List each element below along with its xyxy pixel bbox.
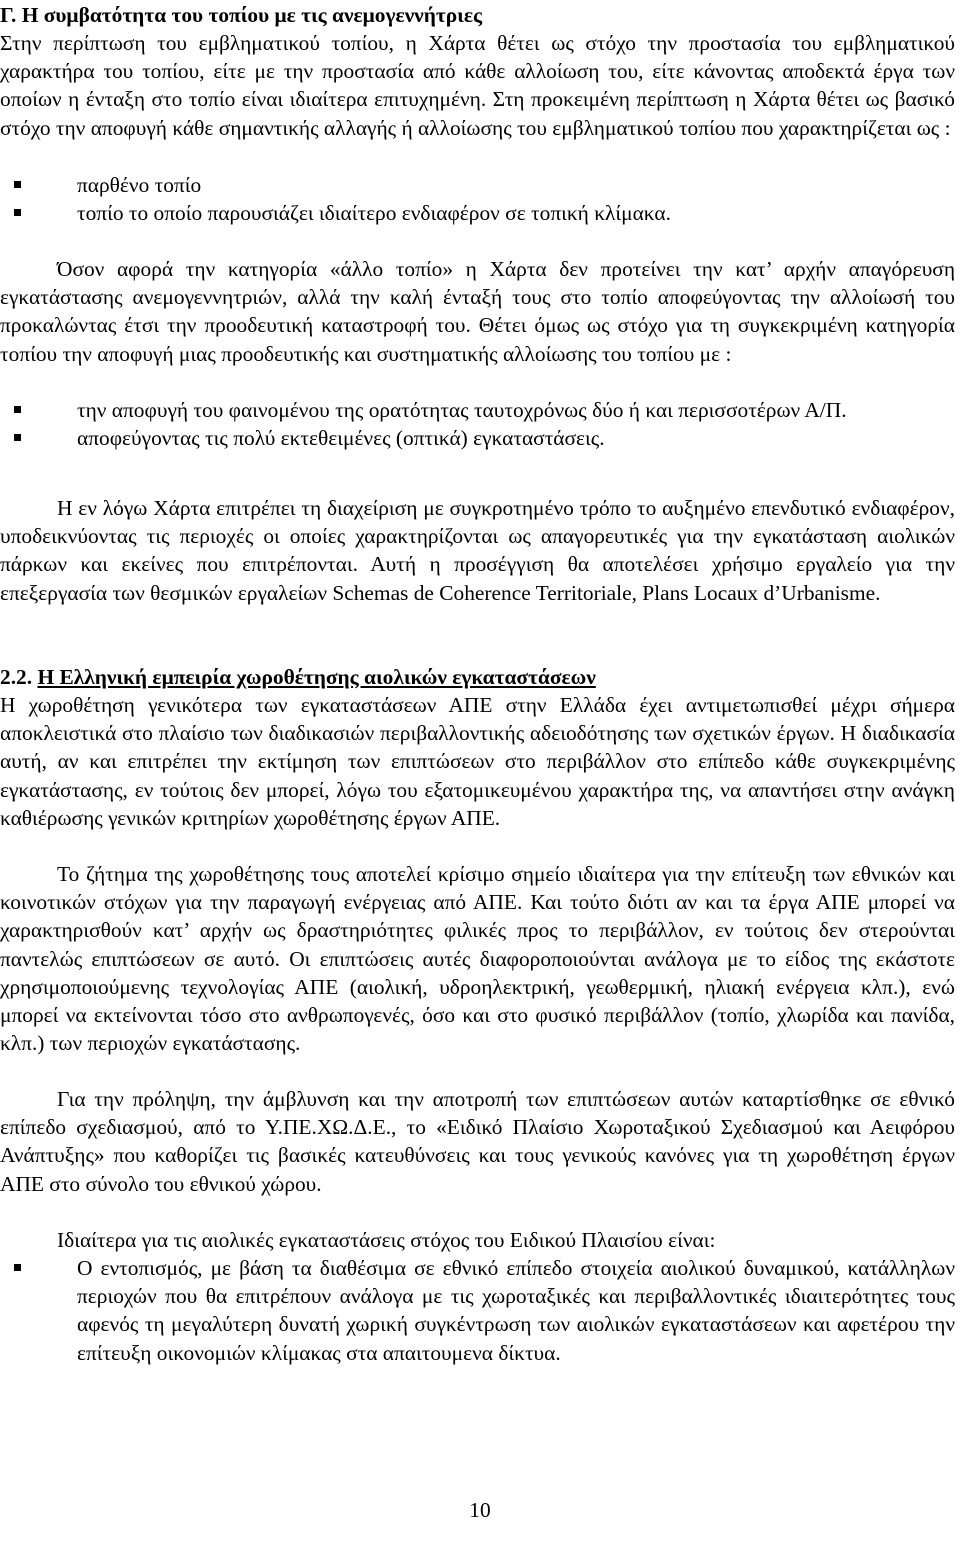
page-number: 10 [469, 1498, 491, 1522]
bullet-square-icon [14, 434, 21, 441]
section-2-2-paragraph-2: Το ζήτημα της χωροθέτησης τους αποτελεί κρίσιμο σημείο ιδιαίτερα για την επίτευξη των εθνικών και κοινοτικών στόχων για την παραγωγή ενέργειας από ΑΠΕ. Και τούτο διότι αν και τα έργα ΑΠΕ μπορεί να χαρακτηρισθούν κατ’ αρχήν ως δραστηριότητες φιλικές προς το περιβάλλον, εν τούτοις δεν στερούνται παντελώς επιπτώσεων σε αυτό. Οι επιπτώσεις αυτές διαφοροποιούνται ανάλογα με το είδος της εκάστοτε χρησιμοποιούμενης τεχνολογίας ΑΠΕ (αιολική, υδροηλεκτρική, γεωθερμική, ηλιακή ενέργεια κλπ.), ενώ μπορεί να εκτείνονται τόσο στο ανθρωπογενές, όσο και στο φυσικό περιβάλλον (τοπίο, χλωρίδα και πανίδα, κλπ.) των περιοχών εγκατάστασης. [0, 862, 955, 1056]
section-2-2-paragraph-3: Για την πρόληψη, την άμβλυνση και την αποτροπή των επιπτώσεων αυτών καταρτίσθηκε σε εθνικό επίπεδο σχεδιασμού, από το Υ.ΠΕ.ΧΩ.Δ.Ε., το «Ειδικό Πλαίσιο Χωροταξικού Σχεδιασμού και Αειφόρου Ανάπτυξης» που καθορίζει τις βασικές κατευθύνσεις και τους γενικούς κανόνες για τη χωροθέτηση έργων ΑΠΕ στο σύνολο του εθνικού χώρου. [0, 1087, 955, 1196]
other-landscape-measures-list [0, 396, 955, 452]
list-item: την αποφυγή του φαινομένου της ορατότητας ταυτοχρόνως δύο ή και περισσοτέρων Α/Π. [0, 396, 955, 424]
section-title: Η Ελληνική εμπειρία χωροθέτησης αιολικών εγκαταστάσεων [37, 665, 596, 689]
section-g-intro: Στην περίπτωση του εμβληματικού τοπίου, η Χάρτα θέτει ως στόχο την προστασία του εμβληματικού χαρακτήρα του τοπίου, είτε με την προστασία από κάθε αλλοίωση του, είτε κάνοντας αποδεκτά έργα των οποίων η ένταξη στο τοπίο είναι ιδιαίτερα επιτυχημένη. Στη προκειμένη περίπτωση η Χάρτα θέτει ως βασικό στόχο την αποφυγή κάθε σημαντικής αλλαγής ή αλλοίωσης του εμβληματικού τοπίου που χαρακτηρίζεται ως : [0, 31, 955, 140]
list-item: Ο εντοπισμός, με βάση τα διαθέσιμα σε εθνικό επίπεδο στοιχεία αιολικού δυναμικού, κατάλληλων περιοχών που θα επιτρέπουν ανάλογα με τις χωροταξικές και περιβαλλοντικές ιδιαιτερότητες τους αφενός τη μεγαλύτερη δυνατή χωρική συγκέντρωση των αιολικών εγκαταστάσεων και αφετέρου την επίτευξη οικονομιών κλίμακας στα απαιτουμενα δίκτυα. [0, 1254, 955, 1367]
other-landscape-paragraph: Όσον αφορά την κατηγορία «άλλο τοπίο» η Χάρτα δεν προτείνει την κατ’ αρχήν απαγόρευση εγκατάστασης ανεμογεννητριών, αλλά την καλή ένταξή τους στο τοπίο αποφεύγοντας την αλλοίωσή του προκαλώντας έτσι την προοδευτική καταστροφή του. Θέτει όμως ως στόχο για τη συγκεκριμένη κατηγορία τοπίου την αποφυγή μιας προοδευτικής και συστηματικής αλλοίωσης του τοπίου με : [0, 257, 955, 366]
charter-paragraph: Η εν λόγω Χάρτα επιτρέπει τη διαχείριση με συγκροτημένο τρόπο το αυξημένο επενδυτικό ενδιαφέρον, υποδεικνύοντας τις περιοχές οι οποίες χαρακτηρίζονται ως απαγορευτικές για την εγκατάσταση αιολικών πάρκων και εκείνες που επιτρέπονται. Αυτή η προσέγγιση θα αποτελέσει χρήσιμο εργαλείο για την επεξεργασία των θεσμικών εργαλείων Schemas de Coherence Territoriale, Plans Locaux d’Urbanisme. [0, 496, 955, 605]
bullet-square-icon [14, 181, 21, 188]
section-2-2-heading [0, 663, 955, 691]
bullet-square-icon [14, 406, 21, 413]
bullet-square-icon [14, 1264, 21, 1271]
section-2-2-paragraph-4: Ιδιαίτερα για τις αιολικές εγκαταστάσεις στόχος του Ειδικού Πλαισίου είναι: [57, 1228, 716, 1252]
section-number: 2.2. [0, 665, 33, 689]
list-item: παρθένο τοπίο [0, 171, 955, 199]
section-2-2-paragraph-1: Η χωροθέτηση γενικότερα των εγκαταστάσεων ΑΠΕ στην Ελλάδα έχει αντιμετωπισθεί μέχρι σήμερα αποκλειστικά στο πλαίσιο των διαδικασιών περιβαλλοντικής αδειοδότησης των σχετικών έργων. Η διαδικασία αυτή, αν και επιτρέπει την εκτίμηση των επιπτώσεων στο περιβάλλον στο επίπεδο κάθε συγκεκριμένης εγκατάστασης, εν τούτοις δεν μπορεί, λόγω του εξατομικευμένου χαρακτήρα της, να απαντήσει στην ανάγκη καθιέρωσης γενικών κριτηρίων χωροθέτησης έργων ΑΠΕ. [0, 693, 955, 830]
list-item: τοπίο το οποίο παρουσιάζει ιδιαίτερο ενδιαφέρον σε τοπική κλίμακα. [0, 199, 955, 227]
wind-framework-goals-list [0, 1254, 955, 1367]
landscape-criteria-list [0, 171, 955, 227]
bullet-square-icon [14, 209, 21, 216]
section-g-heading: Γ. Η συμβατότητα του τοπίου με τις ανεμογεννήτριες [0, 3, 482, 27]
list-item: αποφεύγοντας τις πολύ εκτεθειμένες (οπτικά) εγκαταστάσεις. [0, 424, 955, 452]
